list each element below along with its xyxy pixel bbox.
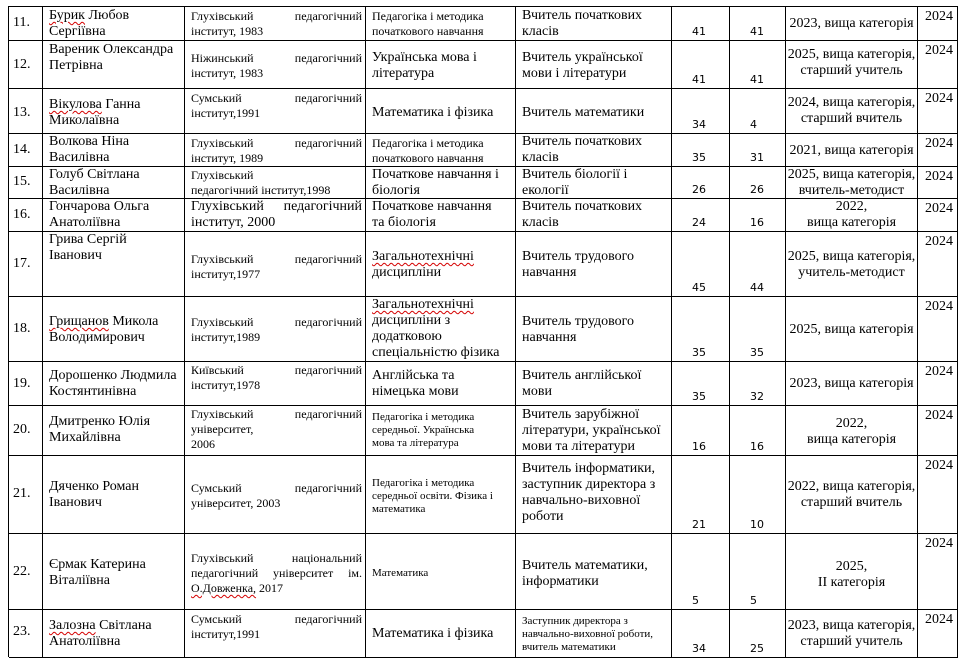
institution bbox=[191, 481, 362, 511]
table-cell bbox=[730, 199, 786, 232]
table-row bbox=[9, 134, 958, 167]
table-cell bbox=[516, 7, 672, 41]
course-year: 2024 bbox=[925, 408, 953, 423]
table-cell bbox=[730, 232, 786, 297]
institution bbox=[191, 168, 362, 198]
table-cell bbox=[730, 89, 786, 134]
course-year: 2024 bbox=[925, 136, 953, 151]
table-cell bbox=[672, 456, 730, 534]
table-cell bbox=[366, 610, 516, 658]
table-row bbox=[9, 406, 958, 456]
table-cell bbox=[185, 406, 366, 456]
table-row bbox=[9, 297, 958, 362]
table-cell bbox=[786, 7, 918, 41]
table-cell bbox=[672, 167, 730, 199]
table-cell bbox=[43, 134, 185, 167]
institution bbox=[191, 612, 362, 642]
table-cell bbox=[918, 7, 958, 41]
table-cell bbox=[43, 41, 185, 89]
table-cell bbox=[9, 7, 43, 41]
specialty: Математика bbox=[372, 567, 429, 579]
category: 2025, вища категорія, вчитель-методист bbox=[787, 167, 916, 198]
table-cell bbox=[516, 406, 672, 456]
table-cell bbox=[672, 362, 730, 406]
table-cell bbox=[786, 134, 918, 167]
table-row bbox=[9, 89, 958, 134]
cell-text: Сумський педагогічний bbox=[191, 481, 362, 495]
table-cell bbox=[516, 41, 672, 89]
table-cell bbox=[918, 199, 958, 232]
table-cell bbox=[730, 534, 786, 610]
cell-text: інститут, 1983 bbox=[191, 66, 264, 80]
total-experience: 35 bbox=[692, 151, 706, 164]
table-cell bbox=[516, 297, 672, 362]
table-row bbox=[9, 610, 958, 658]
table-cell bbox=[185, 7, 366, 41]
row-number: 12. bbox=[13, 57, 31, 72]
table-cell bbox=[786, 610, 918, 658]
position: Вчитель української мови і літератури bbox=[522, 50, 643, 81]
pedagogical-experience: 44 bbox=[750, 281, 764, 294]
table-cell bbox=[730, 406, 786, 456]
teacher-name bbox=[49, 314, 181, 346]
position: Вчитель трудового навчання bbox=[522, 314, 634, 345]
teacher-name: Грива Сергій Іванович bbox=[49, 232, 127, 263]
table-cell bbox=[366, 406, 516, 456]
position: Вчитель зарубіжної літератури, української мови та літератури bbox=[522, 407, 661, 454]
total-experience: 41 bbox=[692, 25, 706, 38]
table-cell bbox=[9, 167, 43, 199]
teacher-name: Дорошенко Людмила Костянтинівна bbox=[49, 368, 177, 399]
table-row bbox=[9, 534, 958, 610]
table-cell bbox=[366, 362, 516, 406]
table-row bbox=[9, 232, 958, 297]
table-cell bbox=[786, 362, 918, 406]
cell-text: Залозна bbox=[49, 618, 96, 633]
table-cell bbox=[9, 41, 43, 89]
table-cell bbox=[786, 456, 918, 534]
table-cell bbox=[786, 199, 918, 232]
table-row bbox=[9, 362, 958, 406]
table-cell bbox=[366, 7, 516, 41]
table-cell bbox=[918, 134, 958, 167]
table-cell bbox=[43, 232, 185, 297]
table-cell bbox=[366, 456, 516, 534]
specialty: Педагогіка і методика середньої. Українська мова та література bbox=[372, 411, 475, 449]
row-number: 23. bbox=[13, 624, 31, 639]
cell-text: педагогічний інститут,1998 bbox=[191, 183, 331, 197]
cell-text: Глухівський bbox=[191, 168, 254, 182]
table-cell bbox=[786, 406, 918, 456]
cell-text: Любов Сергіївна bbox=[49, 8, 130, 39]
institution bbox=[191, 136, 362, 166]
table-cell bbox=[43, 610, 185, 658]
category: 2025, вища категорія, учитель-методист bbox=[787, 249, 916, 280]
cell-text: Глухівський національний bbox=[191, 551, 362, 565]
table-cell bbox=[185, 89, 366, 134]
pedagogical-experience: 41 bbox=[750, 25, 764, 38]
cell-text: Глухівський педагогічний bbox=[191, 315, 362, 329]
pedagogical-experience: 32 bbox=[750, 390, 764, 403]
category: 2023, вища категорія bbox=[789, 376, 914, 391]
table-cell bbox=[9, 406, 43, 456]
cell-text: Загальнотехнічні bbox=[372, 249, 474, 264]
pedagogical-experience: 16 bbox=[750, 216, 764, 229]
table-cell bbox=[516, 89, 672, 134]
course-year: 2024 bbox=[925, 169, 953, 184]
cell-text: інститут, 2000 bbox=[191, 215, 276, 230]
table-cell bbox=[786, 232, 918, 297]
row-number: 13. bbox=[13, 105, 31, 120]
position: Заступник директора з навчально-виховної роботи, вчитель математики bbox=[522, 615, 654, 653]
table-cell bbox=[366, 297, 516, 362]
table-cell bbox=[9, 610, 43, 658]
pedagogical-experience: 26 bbox=[750, 183, 764, 196]
table-cell bbox=[43, 297, 185, 362]
pedagogical-experience: 4 bbox=[750, 118, 757, 131]
institution bbox=[191, 252, 362, 282]
table-cell bbox=[185, 41, 366, 89]
total-experience: 35 bbox=[692, 346, 706, 359]
row-number: 17. bbox=[13, 256, 31, 271]
cell-text: О.Довженка, 2017 bbox=[191, 581, 284, 595]
table-row bbox=[9, 7, 958, 41]
specialty: Англійська та німецька мови bbox=[372, 368, 459, 399]
category: 2022, вища категорія, старший вчитель bbox=[787, 479, 916, 510]
table-cell bbox=[366, 232, 516, 297]
table-cell bbox=[672, 232, 730, 297]
category: 2025, вища категорія bbox=[789, 322, 914, 337]
pedagogical-experience: 10 bbox=[750, 518, 764, 531]
row-number: 20. bbox=[13, 422, 31, 437]
course-year: 2024 bbox=[925, 9, 953, 24]
cell-text: Глухівський педагогічний bbox=[191, 407, 362, 421]
position: Вчитель математики bbox=[522, 105, 645, 120]
table-cell bbox=[786, 89, 918, 134]
table-cell bbox=[672, 534, 730, 610]
row-number: 18. bbox=[13, 321, 31, 336]
table-cell bbox=[9, 456, 43, 534]
category: 2021, вища категорія bbox=[789, 143, 914, 158]
table-cell bbox=[185, 134, 366, 167]
table-cell bbox=[516, 167, 672, 199]
table-row bbox=[9, 456, 958, 534]
cell-text: педагогічний університет ім. bbox=[191, 566, 362, 580]
category: 2022, вища категорія bbox=[806, 199, 897, 230]
table-cell bbox=[43, 167, 185, 199]
table-cell bbox=[9, 232, 43, 297]
teacher-name bbox=[49, 618, 181, 650]
total-experience: 35 bbox=[692, 390, 706, 403]
table-cell bbox=[672, 297, 730, 362]
cell-text: інститут,1989 bbox=[191, 330, 261, 344]
row-number: 14. bbox=[13, 142, 31, 157]
position: Вчитель математики, інформатики bbox=[522, 558, 648, 589]
table-cell bbox=[9, 134, 43, 167]
pedagogical-experience: 16 bbox=[750, 440, 764, 453]
course-year: 2024 bbox=[925, 43, 953, 58]
table-cell bbox=[918, 232, 958, 297]
table-cell bbox=[516, 362, 672, 406]
table-cell bbox=[9, 199, 43, 232]
table-cell bbox=[730, 41, 786, 89]
table-cell bbox=[672, 41, 730, 89]
table-cell bbox=[672, 7, 730, 41]
cell-text: Глухівський педагогічний bbox=[191, 252, 362, 266]
cell-text: дисципліни bbox=[372, 265, 442, 280]
table-cell bbox=[918, 456, 958, 534]
table-cell bbox=[730, 297, 786, 362]
institution bbox=[191, 199, 362, 231]
table-cell bbox=[918, 406, 958, 456]
table-cell bbox=[918, 610, 958, 658]
position: Вчитель трудового навчання bbox=[522, 249, 634, 280]
pedagogical-experience: 25 bbox=[750, 642, 764, 655]
table-cell bbox=[516, 610, 672, 658]
table-cell bbox=[672, 199, 730, 232]
total-experience: 5 bbox=[692, 594, 699, 607]
table-cell bbox=[730, 456, 786, 534]
total-experience: 21 bbox=[692, 518, 706, 531]
specialty: Математика і фізика bbox=[372, 105, 494, 120]
table-cell bbox=[185, 610, 366, 658]
table-cell bbox=[43, 7, 185, 41]
cell-text: інститут, 1983 bbox=[191, 24, 264, 38]
specialty: Математика і фізика bbox=[372, 626, 494, 641]
teacher-name: Гончарова Ольга Анатоліївна bbox=[49, 199, 150, 230]
table-cell bbox=[185, 534, 366, 610]
table-cell bbox=[366, 134, 516, 167]
institution bbox=[191, 9, 362, 39]
teacher-name bbox=[49, 8, 181, 40]
table-cell bbox=[366, 167, 516, 199]
table-cell bbox=[43, 534, 185, 610]
total-experience: 34 bbox=[692, 118, 706, 131]
table-cell bbox=[366, 534, 516, 610]
total-experience: 16 bbox=[692, 440, 706, 453]
institution bbox=[191, 315, 362, 345]
table-cell bbox=[786, 167, 918, 199]
cell-text: Світлана Анатоліївна bbox=[49, 618, 152, 649]
table-cell bbox=[185, 297, 366, 362]
table-cell bbox=[516, 232, 672, 297]
total-experience: 26 bbox=[692, 183, 706, 196]
category: 2023, вища категорія, старший учитель bbox=[787, 618, 916, 649]
table-cell bbox=[9, 89, 43, 134]
row-number: 16. bbox=[13, 207, 31, 222]
institution bbox=[191, 91, 362, 121]
teacher-name bbox=[49, 97, 181, 129]
cell-text: Сумський педагогічний bbox=[191, 612, 362, 626]
specialty: Педагогіка і методика середньої освіти. Фізика і математика bbox=[372, 477, 493, 515]
institution bbox=[191, 51, 362, 81]
cell-text: університет, 2006 bbox=[191, 422, 254, 451]
teacher-name: Дяченко Роман Іванович bbox=[49, 479, 139, 510]
table-cell bbox=[185, 232, 366, 297]
specialty bbox=[372, 297, 512, 361]
cell-text: інститут,1978 bbox=[191, 378, 261, 392]
specialty: Педагогіка і методика початкового навчання bbox=[372, 9, 484, 38]
cell-text: О.Довженка, bbox=[191, 581, 257, 595]
table-cell bbox=[730, 7, 786, 41]
pedagogical-experience: 41 bbox=[750, 73, 764, 86]
position: Вчитель початкових класів bbox=[522, 199, 643, 230]
table-cell bbox=[786, 41, 918, 89]
course-year: 2024 bbox=[925, 299, 953, 314]
course-year: 2024 bbox=[925, 91, 953, 106]
table-cell bbox=[516, 134, 672, 167]
course-year: 2024 bbox=[925, 201, 953, 216]
specialty: Українська мова і література bbox=[372, 50, 477, 81]
row-number: 22. bbox=[13, 564, 31, 579]
cell-text: Ніжинський педагогічний bbox=[191, 51, 362, 65]
cell-text: Глухівський педагогічний bbox=[191, 136, 362, 150]
table-cell bbox=[918, 89, 958, 134]
table-cell bbox=[672, 610, 730, 658]
category: 2024, вища категорія, старший вчитель bbox=[787, 95, 916, 126]
pedagogical-experience: 31 bbox=[750, 151, 764, 164]
table-cell bbox=[43, 456, 185, 534]
cell-text: Київський педагогічний bbox=[191, 363, 362, 377]
teacher-name: Голуб Світлана Василівна bbox=[49, 167, 140, 198]
table-cell bbox=[366, 41, 516, 89]
specialty: Початкове навчання та біологія bbox=[372, 199, 492, 230]
table-cell bbox=[918, 297, 958, 362]
cell-text: Глухівський педагогічний bbox=[191, 199, 362, 214]
position: Вчитель початкових класів bbox=[522, 8, 643, 39]
course-year: 2024 bbox=[925, 458, 953, 473]
institution bbox=[191, 407, 362, 452]
table-cell bbox=[43, 362, 185, 406]
cell-text: інститут,1977 bbox=[191, 267, 261, 281]
table-cell bbox=[730, 362, 786, 406]
position: Вчитель початкових класів bbox=[522, 134, 643, 165]
cell-text: інститут,1991 bbox=[191, 627, 261, 641]
table-cell bbox=[366, 89, 516, 134]
table-cell bbox=[786, 297, 918, 362]
cell-text: дисципліни з додатковою спеціальністю фізика bbox=[372, 313, 500, 360]
table-row bbox=[9, 167, 958, 199]
table-cell bbox=[672, 134, 730, 167]
table-cell bbox=[516, 534, 672, 610]
position: Вчитель біології і екології bbox=[522, 167, 628, 198]
course-year: 2024 bbox=[925, 612, 953, 627]
course-year: 2024 bbox=[925, 234, 953, 249]
row-number: 11. bbox=[13, 15, 30, 30]
specialty: Початкове навчання і біологія bbox=[372, 167, 499, 198]
total-experience: 34 bbox=[692, 642, 706, 655]
cell-text: Микола Володимирович bbox=[49, 314, 159, 345]
institution bbox=[191, 363, 362, 393]
category: 2022, вища категорія bbox=[806, 416, 897, 447]
table-cell bbox=[43, 89, 185, 134]
table-cell bbox=[9, 362, 43, 406]
table-cell bbox=[185, 199, 366, 232]
table-cell bbox=[672, 406, 730, 456]
table-cell bbox=[43, 406, 185, 456]
table-cell bbox=[185, 362, 366, 406]
cell-text: Бурик bbox=[49, 8, 85, 23]
table-cell bbox=[185, 456, 366, 534]
cell-text: Загальнотехнічні bbox=[372, 297, 474, 312]
category: 2023, вища категорія bbox=[789, 16, 914, 31]
teacher-name: Дмитренко Юлія Михайлівна bbox=[49, 414, 151, 445]
teacher-name: Єрмак Катерина Віталіївна bbox=[49, 557, 146, 588]
table-cell bbox=[516, 199, 672, 232]
table-row bbox=[9, 41, 958, 89]
table-cell bbox=[516, 456, 672, 534]
row-number: 15. bbox=[13, 174, 31, 189]
table-cell bbox=[366, 199, 516, 232]
table-cell bbox=[730, 134, 786, 167]
table-cell bbox=[918, 534, 958, 610]
row-number: 19. bbox=[13, 376, 31, 391]
cell-text: Сумський педагогічний bbox=[191, 91, 362, 105]
institution bbox=[191, 551, 362, 596]
cell-text: Грищанов bbox=[49, 314, 109, 329]
specialty: Педагогіка і методика початкового навчання bbox=[372, 136, 484, 165]
table-cell bbox=[918, 167, 958, 199]
cell-text: Вікулова bbox=[49, 97, 102, 112]
table-cell bbox=[918, 41, 958, 89]
table-row bbox=[9, 199, 958, 232]
course-year: 2024 bbox=[925, 536, 953, 551]
cell-text: Ганна Миколаївна bbox=[49, 97, 141, 128]
teacher-name: Волкова Ніна Василівна bbox=[49, 134, 130, 165]
table-cell bbox=[43, 199, 185, 232]
cell-text: інститут,1991 bbox=[191, 106, 261, 120]
table-cell bbox=[672, 89, 730, 134]
row-number: 21. bbox=[13, 486, 31, 501]
total-experience: 24 bbox=[692, 216, 706, 229]
staff-table bbox=[8, 6, 958, 657]
table-cell bbox=[730, 167, 786, 199]
total-experience: 45 bbox=[692, 281, 706, 294]
specialty bbox=[372, 249, 512, 281]
total-experience: 41 bbox=[692, 73, 706, 86]
table-cell bbox=[9, 534, 43, 610]
category: 2025, II категорія bbox=[817, 559, 886, 590]
cell-text: Глухівський педагогічний bbox=[191, 9, 362, 23]
table-cell bbox=[9, 297, 43, 362]
category: 2025, вища категорія, старший учитель bbox=[787, 47, 916, 78]
cell-text: університет, 2003 bbox=[191, 496, 281, 510]
position: Вчитель інформатики, заступник директора з навчально-виховної роботи bbox=[522, 461, 656, 524]
course-year: 2024 bbox=[925, 364, 953, 379]
table-cell bbox=[730, 610, 786, 658]
table-cell bbox=[185, 167, 366, 199]
pedagogical-experience: 35 bbox=[750, 346, 764, 359]
table-cell bbox=[918, 362, 958, 406]
table-cell bbox=[786, 534, 918, 610]
teacher-name: Вареник Олександра Петрівна bbox=[49, 42, 174, 73]
position: Вчитель англійської мови bbox=[522, 368, 642, 399]
pedagogical-experience: 5 bbox=[750, 594, 757, 607]
cell-text: інститут, 1989 bbox=[191, 151, 264, 165]
